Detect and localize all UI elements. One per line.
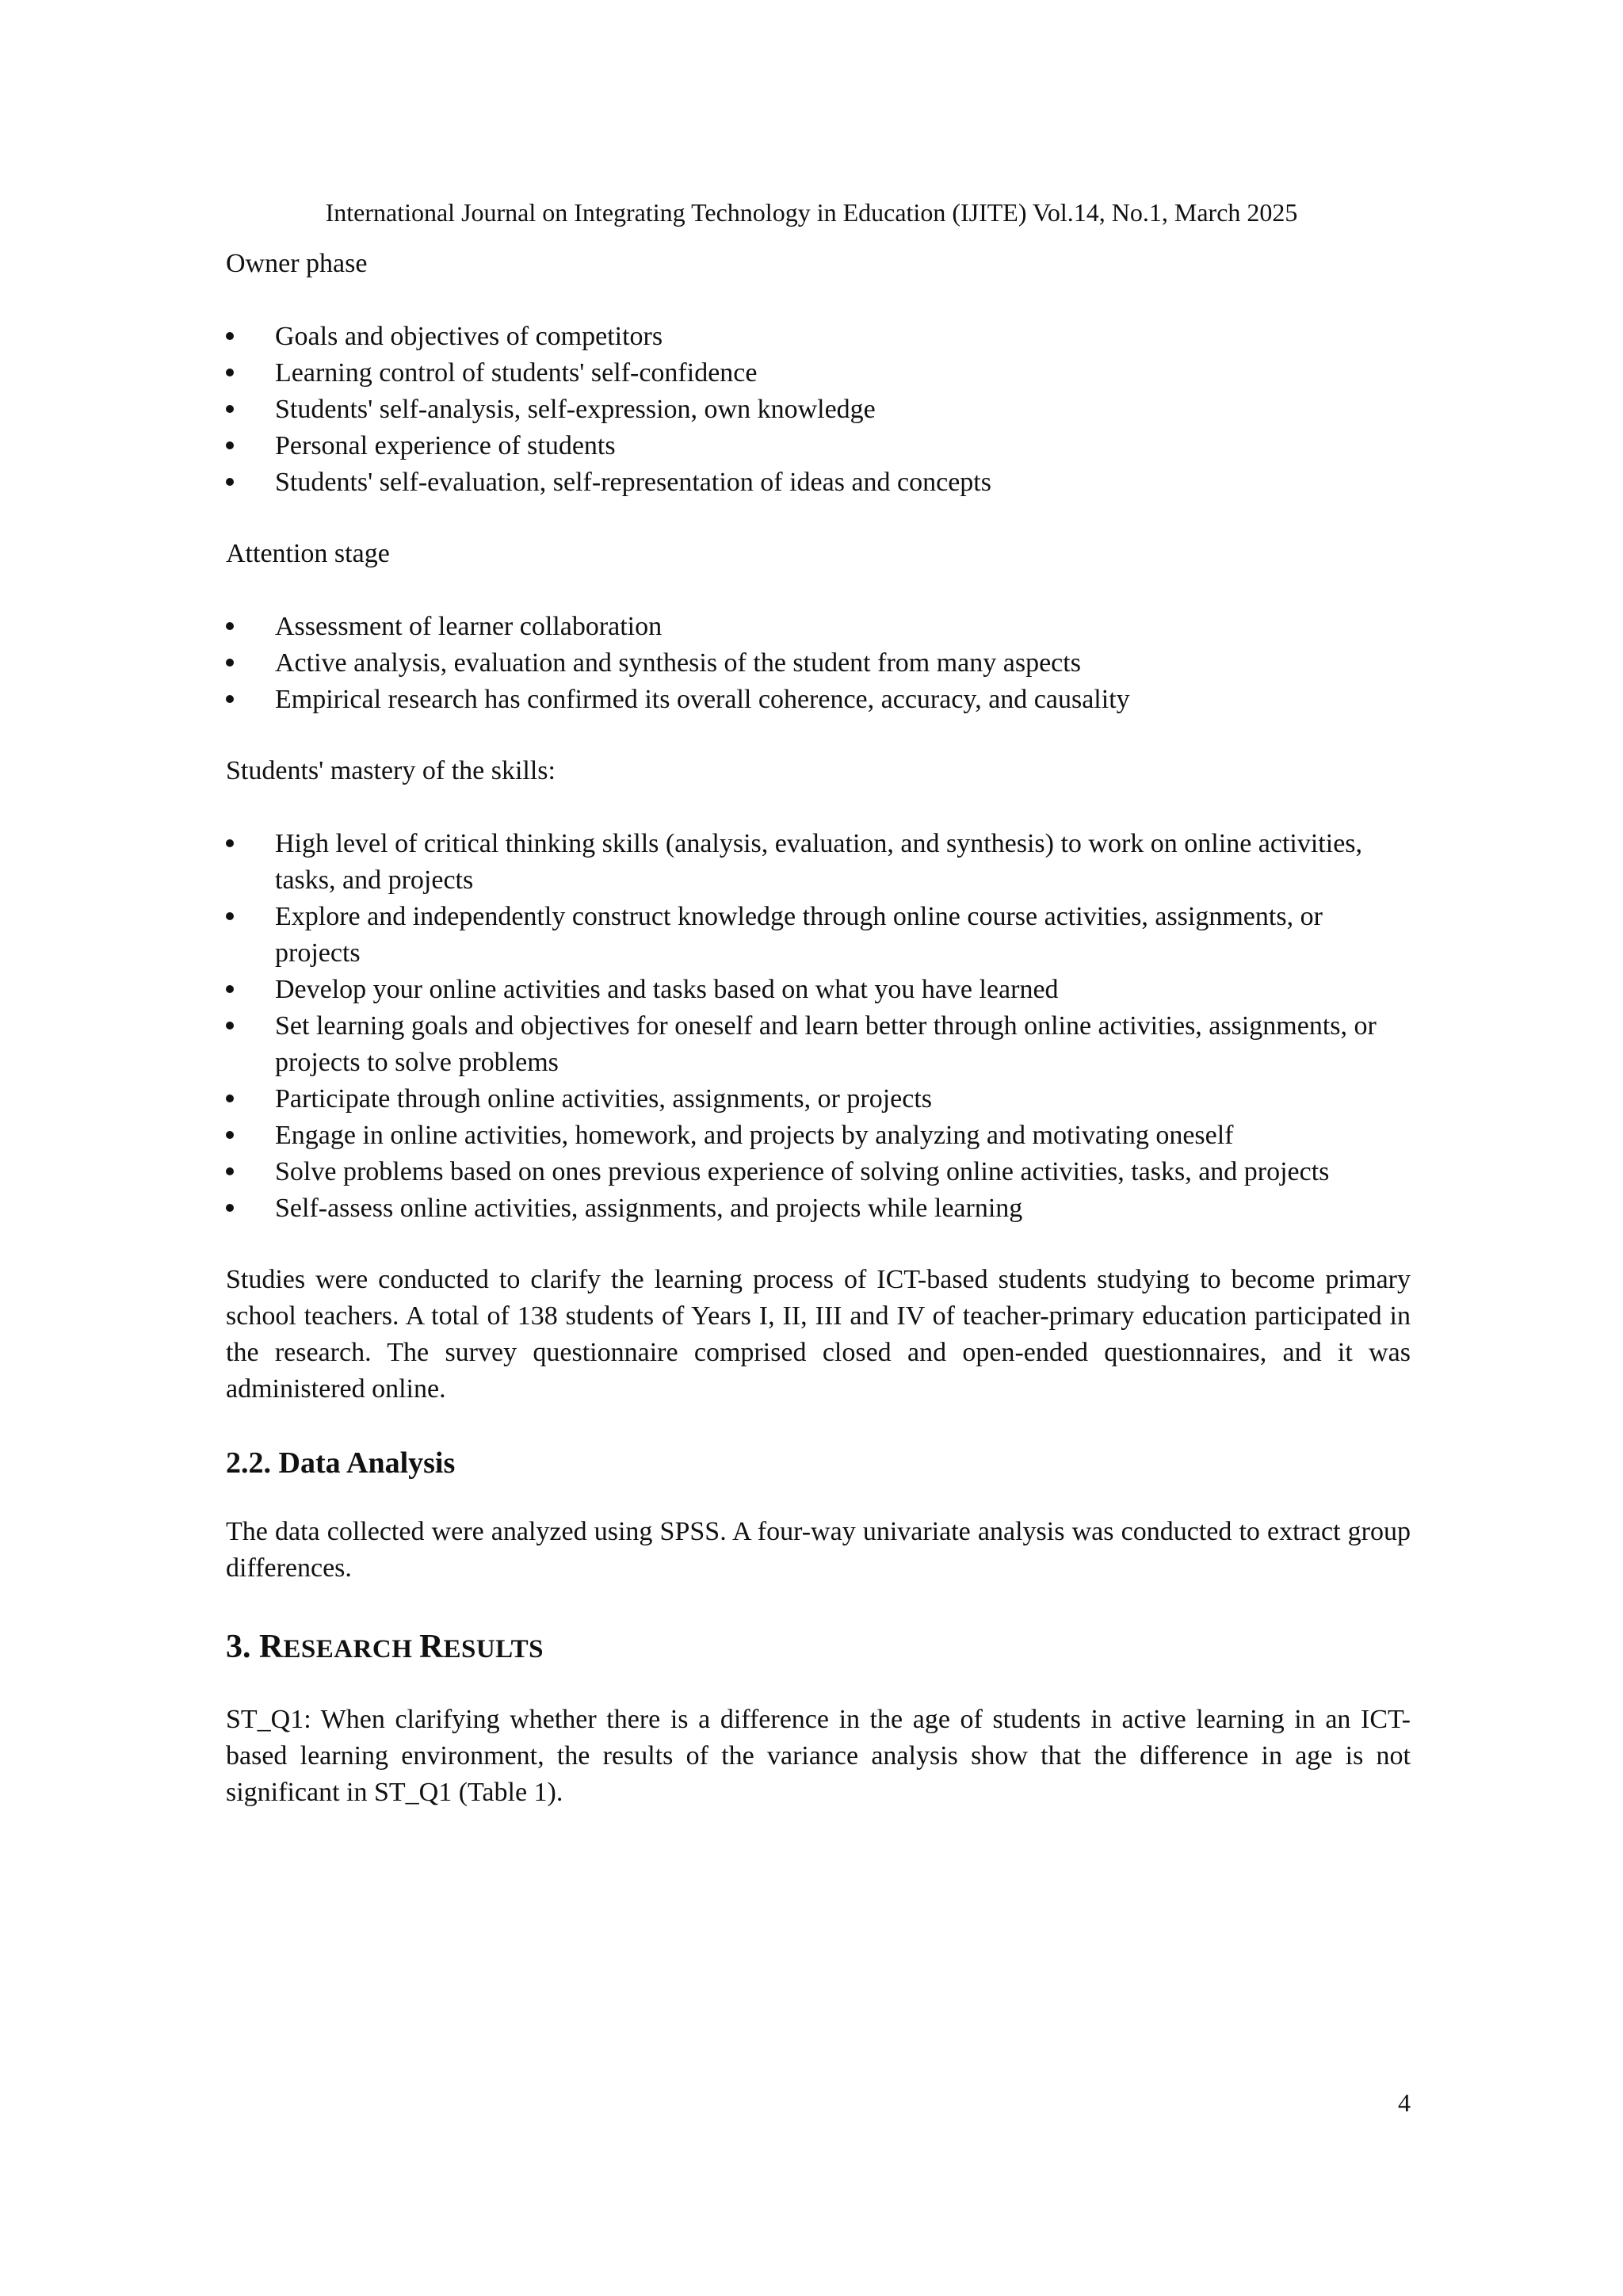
owner-phase-list	[226, 319, 1411, 501]
attention-stage-label: Attention stage	[226, 539, 390, 568]
list-item-text: High level of critical thinking skills (analysis, evaluation, and synthesis) to work on online activities, tasks, and projects	[275, 829, 1363, 895]
heading-part: R	[259, 1629, 284, 1665]
list-item-text: Personal experience of students	[275, 431, 616, 460]
running-header: International Journal on Integrating Technology in Education (IJITE) Vol.14, No.1, March 2025	[325, 198, 1298, 227]
page-body	[226, 246, 1411, 1811]
list-item	[226, 1008, 1411, 1081]
list-item	[226, 355, 1411, 392]
research-results-paragraph: ST_Q1: When clarifying whether there is a difference in the age of students in active learning in an ICT-based learning environment, the results of the variance analysis show that the difference in age is not significant in ST_Q1 (Table 1).	[226, 1705, 1411, 1807]
bullet-icon	[226, 441, 234, 449]
list-item	[226, 1190, 1411, 1227]
heading-part: ESULTS	[443, 1635, 544, 1664]
bullet-icon	[226, 695, 234, 703]
list-item-text: Explore and independently construct knowledge through online course activities, assignments, or projects	[275, 902, 1323, 968]
heading-part: R	[419, 1629, 444, 1665]
mastery-label: Students' mastery of the skills:	[226, 756, 556, 785]
list-item	[226, 428, 1411, 464]
list-item	[226, 899, 1411, 972]
page-number: 4	[1398, 2088, 1411, 2117]
list-item	[226, 1154, 1411, 1190]
attention-stage-list	[226, 609, 1411, 718]
mastery-list	[226, 826, 1411, 1227]
list-item	[226, 1081, 1411, 1117]
bullet-icon	[226, 405, 234, 413]
bullet-icon	[226, 332, 234, 340]
bullet-icon	[226, 839, 234, 847]
bullet-icon	[226, 369, 234, 376]
list-item-text: Solve problems based on ones previous experience of solving online activities, tasks, and projects	[275, 1157, 1330, 1186]
data-analysis-paragraph: The data collected were analyzed using SPSS. A four-way univariate analysis was conducted to extract group differences.	[226, 1517, 1411, 1583]
list-item-text: Empirical research has confirmed its overall coherence, accuracy, and causality	[275, 685, 1130, 714]
section-heading-data-analysis: 2.2. Data Analysis	[226, 1446, 456, 1480]
bullet-icon	[226, 1131, 234, 1139]
section-number: 3.	[226, 1629, 259, 1665]
bullet-icon	[226, 1095, 234, 1102]
list-item	[226, 319, 1411, 355]
list-item	[226, 1117, 1411, 1154]
list-item	[226, 609, 1411, 645]
bullet-icon	[226, 985, 234, 993]
section-heading-research-results	[226, 1626, 1411, 1670]
bullet-icon	[226, 1204, 234, 1212]
list-item	[226, 464, 1411, 501]
list-item-text: Assessment of learner collaboration	[275, 612, 663, 641]
list-item-text: Active analysis, evaluation and synthesis of the student from many aspects	[275, 648, 1081, 678]
list-item	[226, 972, 1411, 1008]
list-item-text: Students' self-analysis, self-expression, own knowledge	[275, 395, 876, 424]
list-item-text: Engage in online activities, homework, and projects by analyzing and motivating oneself	[275, 1121, 1234, 1150]
bullet-icon	[226, 912, 234, 920]
list-item-text: Develop your online activities and tasks based on what you have learned	[275, 975, 1059, 1004]
bullet-icon	[226, 478, 234, 486]
owner-phase-label: Owner phase	[226, 249, 368, 278]
list-item	[226, 392, 1411, 428]
heading-part: ESEARCH	[283, 1635, 420, 1664]
bullet-icon	[226, 622, 234, 630]
list-item	[226, 682, 1411, 718]
list-item-text: Learning control of students' self-confidence	[275, 358, 758, 388]
list-item	[226, 645, 1411, 682]
list-item-text: Self-assess online activities, assignments, and projects while learning	[275, 1194, 1023, 1223]
list-item	[226, 826, 1411, 899]
bullet-icon	[226, 659, 234, 667]
list-item-text: Participate through online activities, assignments, or projects	[275, 1084, 933, 1114]
bullet-icon	[226, 1022, 234, 1030]
bullet-icon	[226, 1167, 234, 1175]
list-item-text: Goals and objectives of competitors	[275, 322, 663, 351]
list-item-text: Set learning goals and objectives for oneself and learn better through online activities, assignments, or projects to solve problems	[275, 1011, 1377, 1077]
list-item-text: Students' self-evaluation, self-representation of ideas and concepts	[275, 468, 991, 497]
studies-paragraph: Studies were conducted to clarify the learning process of ICT-based students studying to become primary school teachers. A total of 138 students of Years I, II, III and IV of teacher-primary education participated in the research. The survey questionnaire comprised closed and open-ended questionnaires, and it was administered online.	[226, 1265, 1411, 1404]
